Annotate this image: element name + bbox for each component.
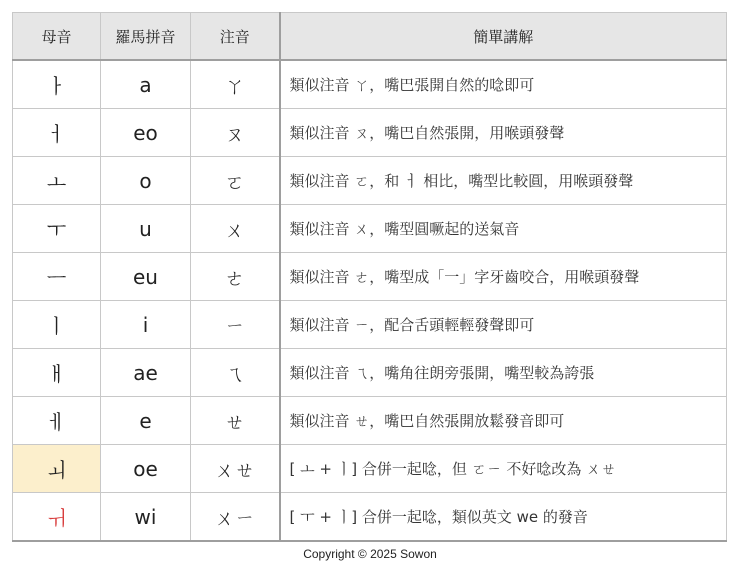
zhuyin-cell: ㄨ — [191, 205, 280, 253]
explanation-cell: [ ㅗ + ㅣ] 合併一起唸，但 ㄛㄧ 不好唸改為 ㄨㄝ — [280, 445, 727, 493]
romanization-cell: o — [101, 157, 191, 205]
romanization-cell: eu — [101, 253, 191, 301]
explanation-cell: 類似注音 ㄨ，嘴型圓噘起的送氣音 — [280, 205, 727, 253]
explanation-cell: 類似注音 ㄟ，嘴角往朗旁張開，嘴型較為誇張 — [280, 349, 727, 397]
explanation-cell: 類似注音 ㄡ，嘴巴自然張開，用喉頭發聲 — [280, 109, 727, 157]
table-row — [13, 349, 727, 397]
zhuyin-cell: ㄨㄧ — [191, 493, 280, 542]
header-vowel: 母音 — [13, 13, 101, 61]
table-row — [13, 301, 727, 349]
zhuyin-cell: ㄨㄝ — [191, 445, 280, 493]
explanation-cell: [ ㅜ + ㅣ] 合併一起唸，類似英文 we 的發音 — [280, 493, 727, 542]
header-row — [13, 13, 727, 61]
romanization-cell: wi — [101, 493, 191, 542]
vowel-cell-highlighted: ㅚ — [13, 445, 101, 493]
zhuyin-cell: ㄡ — [191, 109, 280, 157]
explanation-cell: 類似注音 ㄧ，配合舌頭輕輕發聲即可 — [280, 301, 727, 349]
vowel-cell: ㅏ — [13, 60, 101, 109]
romanization-cell: u — [101, 205, 191, 253]
header-zhuyin: 注音 — [191, 13, 280, 61]
romanization-cell: i — [101, 301, 191, 349]
romanization-cell: oe — [101, 445, 191, 493]
explanation-cell: 類似注音 ㄝ，嘴巴自然張開放鬆發音即可 — [280, 397, 727, 445]
korean-vowel-table — [12, 12, 727, 542]
table-row — [13, 205, 727, 253]
zhuyin-cell: ㄜ — [191, 253, 280, 301]
vowel-cell: ㅓ — [13, 109, 101, 157]
vowel-cell: ㅐ — [13, 349, 101, 397]
table-row — [13, 445, 727, 493]
romanization-cell: e — [101, 397, 191, 445]
explanation-cell: 類似注音 ㄛ，和 ㅓ 相比，嘴型比較圓，用喉頭發聲 — [280, 157, 727, 205]
vowel-cell: ㅔ — [13, 397, 101, 445]
explanation-cell: 類似注音 ㄚ，嘴巴張開自然的唸即可 — [280, 60, 727, 109]
explanation-cell: 類似注音 ㄜ，嘴型成「一」字牙齒咬合，用喉頭發聲 — [280, 253, 727, 301]
zhuyin-cell: ㄟ — [191, 349, 280, 397]
header-explanation: 簡單講解 — [280, 13, 727, 61]
vowel-cell: ㅜ — [13, 205, 101, 253]
zhuyin-cell: ㄧ — [191, 301, 280, 349]
vowel-cell: ㅣ — [13, 301, 101, 349]
table-row — [13, 253, 727, 301]
zhuyin-cell: ㄝ — [191, 397, 280, 445]
table-row — [13, 157, 727, 205]
header-romanization: 羅馬拼音 — [101, 13, 191, 61]
romanization-cell: eo — [101, 109, 191, 157]
romanization-cell: ae — [101, 349, 191, 397]
zhuyin-cell: ㄚ — [191, 60, 280, 109]
vowel-cell: ㅗ — [13, 157, 101, 205]
table-row — [13, 109, 727, 157]
vowel-cell-red: ㅟ — [13, 493, 101, 542]
vowel-cell: ㅡ — [13, 253, 101, 301]
table-row — [13, 493, 727, 542]
zhuyin-cell: ㄛ — [191, 157, 280, 205]
table-row — [13, 60, 727, 109]
table-row — [13, 397, 727, 445]
copyright-text: Copyright © 2025 Sowon — [303, 547, 437, 561]
romanization-cell: a — [101, 60, 191, 109]
